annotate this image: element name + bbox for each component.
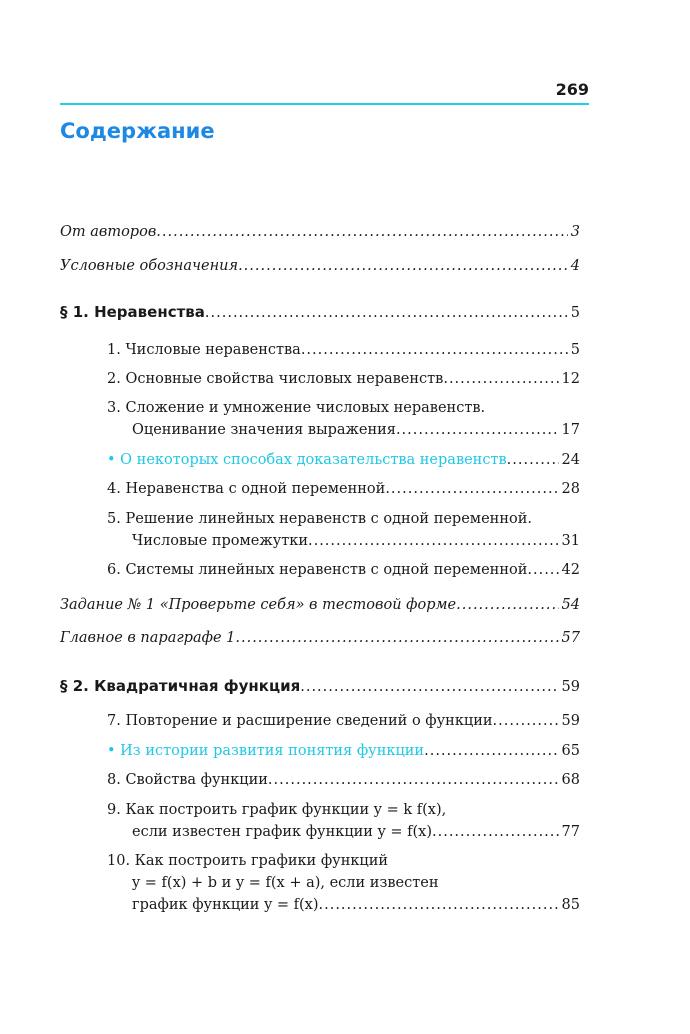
dot-leader [308, 530, 559, 552]
toc-label: § 1. Неравенства [60, 303, 205, 321]
toc-label: Задание № 1 «Проверьте себя» в тестовой форме [60, 597, 457, 613]
toc-entry-symbols[interactable] [60, 255, 580, 277]
toc-label: • О некоторых способах доказательства неравенств [107, 452, 507, 468]
toc-label: 1. Числовые неравенства [107, 342, 301, 358]
toc-entry-authors[interactable] [60, 221, 580, 243]
toc-item-4[interactable] [60, 478, 580, 500]
dot-leader [527, 559, 558, 581]
toc-page: 57 [561, 630, 580, 646]
toc-label: Условные обозначения [60, 258, 239, 274]
toc-page: 42 [561, 562, 580, 578]
dot-leader [443, 368, 558, 390]
dot-leader [205, 302, 568, 324]
toc-page: 17 [561, 422, 580, 438]
toc-page: 5 [570, 342, 580, 358]
toc-extra-1[interactable] [60, 449, 580, 471]
toc-page: 4 [570, 258, 580, 274]
toc-label: 8. Свойства функции [107, 772, 268, 788]
toc-label-line: 5. Решение линейных неравенств с одной переменной. [107, 511, 532, 527]
toc-page: 24 [561, 452, 580, 468]
toc-page: 28 [561, 481, 580, 497]
toc-label: Главное в параграфе 1 [60, 630, 236, 646]
toc-item-6[interactable] [60, 559, 580, 581]
toc-entry-main-1[interactable] [60, 627, 580, 649]
toc-label: график функции y = f(x) [132, 897, 319, 913]
toc-label: 6. Системы линейных неравенств с одной переменной [107, 562, 528, 578]
toc-label-line: 3. Сложение и умножение числовых неравенств. [107, 400, 486, 416]
toc-label: Числовые промежутки [132, 533, 308, 549]
toc-label: Оценивание значения выражения [132, 422, 396, 438]
toc-item-5[interactable] [60, 508, 580, 552]
toc-entry-task-1[interactable] [60, 594, 580, 616]
toc-item-2[interactable] [60, 368, 580, 390]
toc-page: 68 [561, 772, 580, 788]
toc-label-line: 10. Как построить графики функций [107, 853, 389, 869]
table-of-contents [60, 0, 580, 1034]
dot-leader [238, 255, 568, 277]
dot-leader [319, 894, 559, 916]
toc-item-1[interactable] [60, 339, 580, 361]
toc-item-8[interactable] [60, 769, 580, 791]
toc-label: 4. Неравенства с одной переменной [107, 481, 386, 497]
toc-label: • Из истории развития понятия функции [107, 743, 425, 759]
dot-leader [300, 676, 558, 698]
toc-page: 77 [561, 824, 580, 840]
toc-label: 7. Повторение и расширение сведений о функции [107, 713, 493, 729]
dot-leader [235, 627, 558, 649]
toc-label: 2. Основные свойства числовых неравенств [107, 371, 444, 387]
toc-section-1[interactable] [60, 301, 580, 324]
toc-label: От авторов [60, 224, 157, 240]
toc-item-7[interactable] [60, 710, 580, 732]
dot-leader [493, 710, 559, 732]
toc-item-3[interactable] [60, 397, 580, 441]
toc-page: 54 [561, 597, 580, 613]
toc-page: 3 [570, 224, 580, 240]
toc-page: 85 [561, 897, 580, 913]
toc-label-line: y = f(x) + b и y = f(x + a), если известен [132, 875, 439, 891]
toc-page: 65 [561, 743, 580, 759]
dot-leader [456, 594, 558, 616]
dot-leader [385, 478, 558, 500]
dot-leader [301, 339, 568, 361]
dot-leader [156, 221, 568, 243]
page-title: Содержание [60, 119, 215, 143]
page-number: 269 [555, 80, 589, 99]
toc-label: § 2. Квадратичная функция [60, 677, 301, 695]
toc-page: 59 [561, 713, 580, 729]
toc-page: 59 [561, 679, 580, 695]
toc-item-10[interactable] [60, 850, 580, 916]
toc-label: если известен график функции y = f(x) [132, 824, 432, 840]
dot-leader [268, 769, 559, 791]
dot-leader [424, 740, 558, 762]
dot-leader [432, 821, 559, 843]
dot-leader [507, 449, 559, 471]
toc-section-2[interactable] [60, 675, 580, 698]
toc-page: 12 [561, 371, 580, 387]
toc-page: 31 [561, 533, 580, 549]
toc-page: 5 [570, 305, 580, 321]
toc-label-line: 9. Как построить график функции y = k f(x), [107, 802, 447, 818]
toc-extra-2[interactable] [60, 740, 580, 762]
dot-leader [396, 419, 559, 441]
toc-item-9[interactable] [60, 799, 580, 843]
